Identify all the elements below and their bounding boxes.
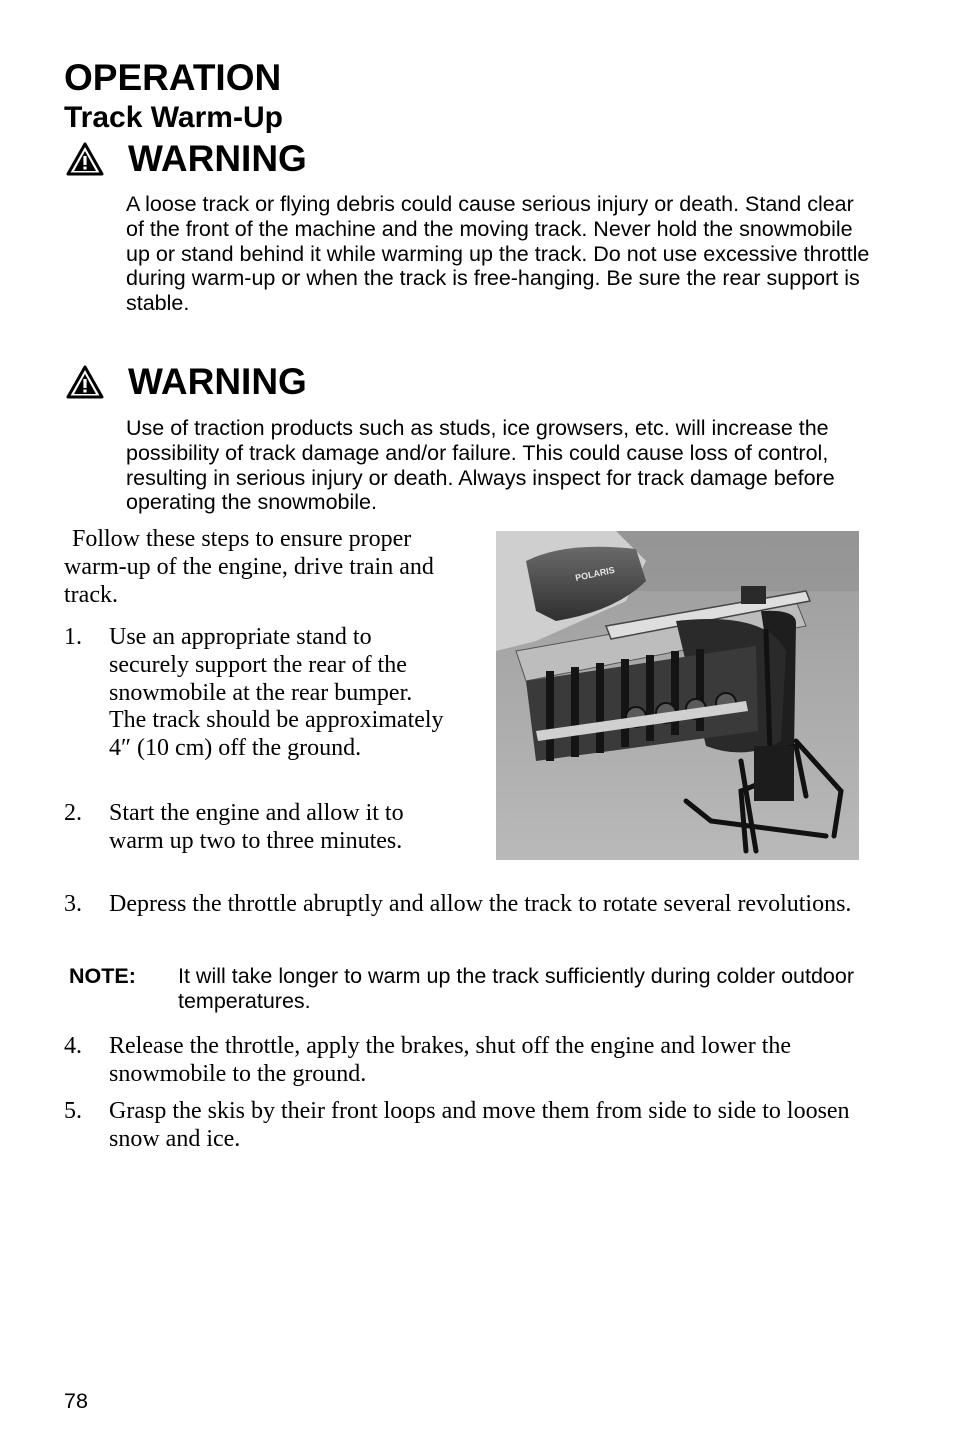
warning-text: Use of traction products such as studs, ice growsers, etc. will increase the possibility of track damage and/or failure. This could cause loss of control, resulting in serious injury or death. Always inspect for track damage before operating the snowmobile. — [126, 416, 835, 515]
note-text: It will take longer to warm up the track sufficiently during colder outdoor temperatures. — [178, 964, 854, 1013]
step-text: Depress the throttle abruptly and allow the track to rotate several revolutions. — [109, 891, 852, 917]
step-number: 4. — [64, 1033, 82, 1059]
section-title: OPERATION — [64, 57, 282, 98]
warning-label: WARNING — [128, 138, 307, 179]
photo-brand-mark: POLARIS — [574, 564, 616, 583]
step-text: Grasp the skis by their front loops and move them from side to side to loosen snow and ice. — [109, 1098, 850, 1152]
warning-triangle-icon — [66, 365, 104, 399]
intro-paragraph: Follow these steps to ensure proper warm-up of the engine, drive train and track. — [64, 526, 434, 608]
warning-header — [66, 360, 307, 404]
step-text: Start the engine and allow it to warm up two to three minutes. — [109, 800, 404, 854]
warning-header — [66, 137, 307, 181]
page-number: 78 — [64, 1389, 88, 1413]
warning-label: WARNING — [128, 361, 307, 402]
list-item — [64, 624, 449, 784]
warning-triangle-icon — [66, 142, 104, 176]
list-item — [64, 1033, 874, 1091]
list-item — [64, 1098, 874, 1156]
list-item — [64, 891, 874, 949]
note-label: NOTE: — [69, 964, 136, 988]
warning-text: A loose track or flying debris could cause serious injury or death. Stand clear of the front of the machine and the moving track. Never hold the snowmobile up or stand behind it while warming up the track. Do not use excessive throttle during warm-up or when the track is free-hanging. Be sure the rear support is stable. — [126, 192, 870, 316]
step-number: 3. — [64, 891, 82, 917]
step-number: 2. — [64, 800, 82, 826]
subsection-title: Track Warm-Up — [64, 101, 283, 134]
list-item — [64, 800, 449, 885]
step-number: 5. — [64, 1098, 82, 1124]
step-text: Use an appropriate stand to securely support the rear of the snowmobile at the rear bumper. The track should be approximately 4″ (10 cm) off the ground. — [109, 624, 444, 762]
step-number: 1. — [64, 624, 82, 650]
snowmobile-stand-photo — [496, 531, 859, 860]
step-text: Release the throttle, apply the brakes, shut off the engine and lower the snowmobile to the ground. — [109, 1033, 792, 1087]
